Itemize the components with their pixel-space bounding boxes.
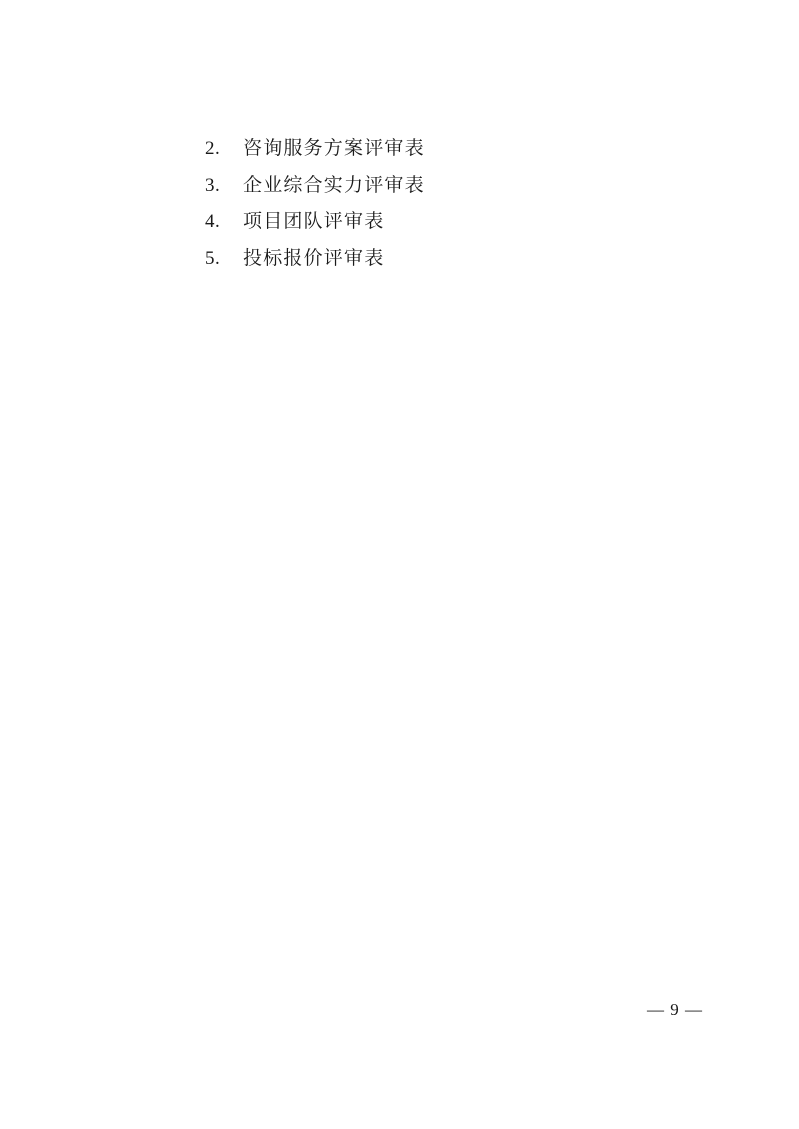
list-item-label: 咨询服务方案评审表 — [243, 137, 425, 159]
list-item — [205, 136, 685, 162]
numbered-list — [205, 136, 685, 283]
list-item-marker: 2. — [205, 138, 221, 159]
list-item-marker: 5. — [205, 247, 221, 269]
list-item-label: 企业综合实力评审表 — [243, 173, 425, 196]
list-item — [205, 173, 685, 199]
list-item-marker: 4. — [205, 211, 221, 233]
list-item-label: 项目团队评审表 — [243, 210, 385, 233]
list-item — [205, 246, 685, 272]
page-number: — 9 — — [647, 1000, 703, 1019]
list-item — [205, 209, 685, 235]
list-item-marker: 3. — [205, 174, 221, 196]
list-item-label: 投标报价评审表 — [243, 246, 385, 269]
